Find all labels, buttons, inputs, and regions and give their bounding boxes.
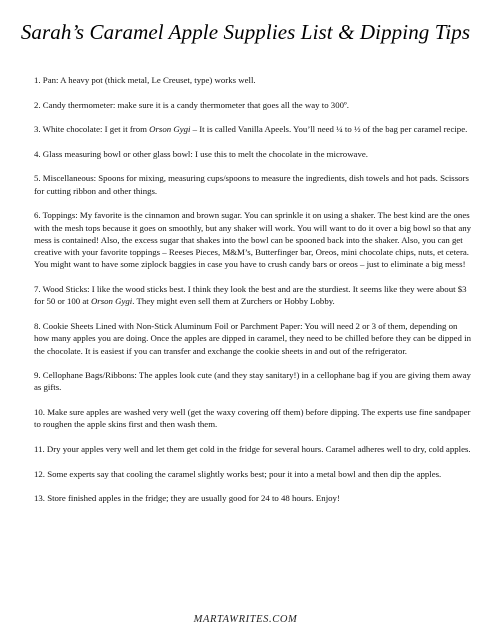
item-text: 5. Miscellaneous: Spoons for mixing, measuring cups/spoons to measure the ingredients, dish towels and hot pads. Scissors for cutting ribbon and other things. — [34, 173, 469, 196]
list-item-1 — [34, 74, 474, 86]
item-text: 11. Dry your apples very well and let them get cold in the fridge for several hours. Caramel adheres well to dry, cold apples. — [34, 443, 471, 454]
item-text-after: . They might even sell them at Zurchers or Hobby Lobby. — [132, 296, 335, 307]
item-text-after: – It is called Vanilla Apeels. You’ll need ¼ to ½ of the bag per caramel recipe. — [190, 124, 468, 135]
item-text: 6. Toppings: My favorite is the cinnamon and brown sugar. You can sprinkle it on using a shaker. The best kind are the ones with the mesh tops because it goes on smoothly, but any shaker will work. You will want to do it over a big bowl so that any mess is contained! Also, the excess sugar that shakes into the bowl can be spooned back into the shaker. Also, you can get creative with your favorite toppings – Reeses Pieces, M&M’s, Butterfinger bar, Oreos, mini chocolate chips, nuts, et cetera. You might want to have some ziplock baggies in case you have to crush candy bars or oreos – just to eliminate a big mess! — [34, 210, 472, 270]
source-name: Orson Gygi — [90, 296, 133, 307]
item-text: 10. Make sure apples are washed very well (get the waxy covering off them) before dipping. The experts use fine sandpaper to roughen the apple skins first and then wash them. — [34, 407, 471, 430]
list-item-6 — [34, 209, 474, 270]
list-item-5 — [34, 172, 474, 197]
source-name: Orson Gygi — [149, 124, 191, 135]
list-item-11 — [34, 443, 474, 455]
list-item-2 — [34, 99, 474, 111]
item-text-before: 3. White chocolate: I get it from — [34, 124, 150, 135]
list-item-4 — [34, 148, 474, 160]
list-item-8 — [34, 320, 474, 357]
item-text: 1. Pan: A heavy pot (thick metal, Le Creuset, type) works well. — [34, 75, 256, 85]
item-text: 13. Store finished apples in the fridge; they are usually good for 24 to 48 hours. Enjoy! — [34, 493, 340, 504]
item-text: 2. Candy thermometer: make sure it is a candy thermometer that goes all the way to 300º. — [34, 99, 349, 110]
item-text: 12. Some experts say that cooling the caramel slightly works best; pour it into a metal bowl and then dip the apples. — [34, 468, 442, 479]
list-item-7 — [34, 283, 474, 308]
item-text: 9. Cellophane Bags/Ribbons: The apples look cute (and they stay sanitary!) in a cellophane bag if you are giving them away as gifts. — [34, 370, 471, 393]
list-item-9 — [34, 369, 474, 394]
list-item-12 — [34, 468, 474, 480]
list-item-3 — [34, 123, 474, 135]
item-text: 4. Glass measuring bowl or other glass bowl: I use this to melt the chocolate in the microwave. — [34, 148, 368, 159]
page-title: Sarah’s Caramel Apple Supplies List & Dipping Tips — [20, 20, 471, 44]
site-footer-link[interactable]: MARTAWRITES.COM — [193, 614, 298, 625]
list-item-10 — [34, 406, 474, 431]
supplies-list — [34, 74, 474, 517]
list-item-13 — [34, 492, 474, 504]
item-text: 8. Cookie Sheets Lined with Non-Stick Aluminum Foil or Parchment Paper: You will need 2 or 3 of them, depending on how many apples you are doing. Once the apples are dipped in caramel, they need to be chilled before they can be dipped in the chocolate. It is easiest if you can transfer and exchange the cookie sheets in and out of the refrigerator. — [34, 320, 471, 356]
item-text-before: 7. Wood Sticks: I like the wood sticks best. I think they look the best and are the sturdiest. It seems like they were about $3 for 50 or 100 at — [34, 284, 467, 307]
